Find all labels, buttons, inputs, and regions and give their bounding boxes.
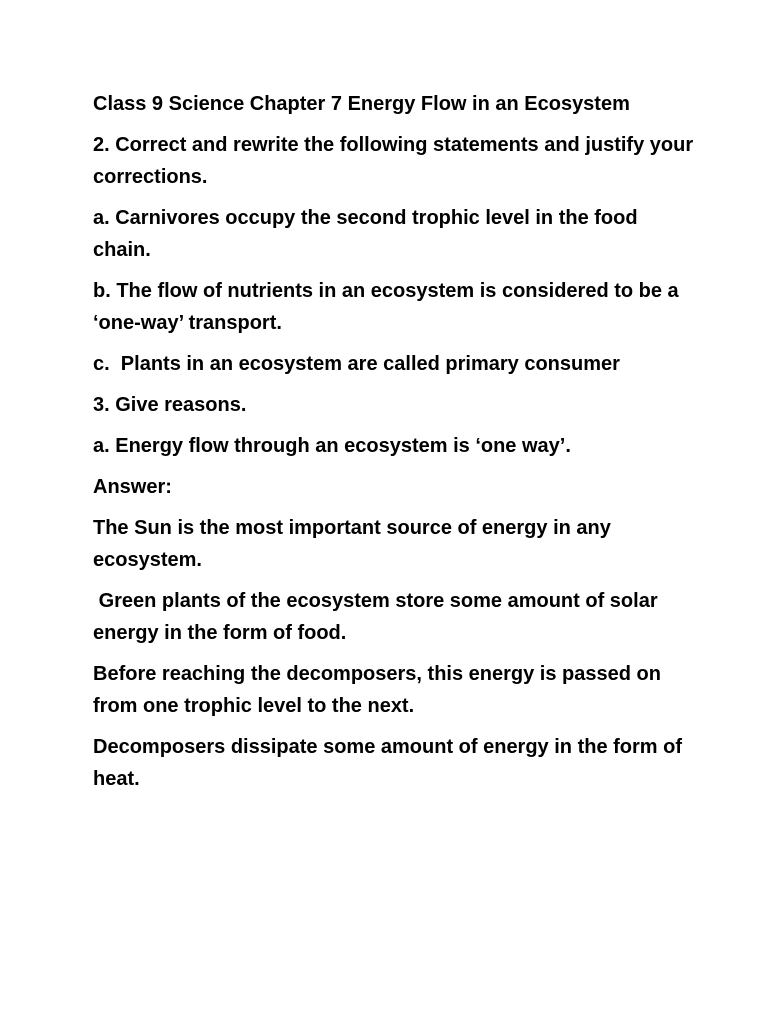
question-2b: b. The flow of nutrients in an ecosystem is considered to be a ‘one-way’ transport. — [93, 280, 685, 334]
question-3a: a. Energy flow through an ecosystem is ‘one way’. — [93, 435, 571, 457]
document-title: Class 9 Science Chapter 7 Energy Flow in an Ecosystem — [93, 93, 630, 115]
answer-paragraph-3: Before reaching the decomposers, this energy is passed on from one trophic level to the next. — [93, 663, 667, 717]
answer-paragraph-2: Green plants of the ecosystem store some amount of solar energy in the form of food. — [93, 590, 664, 644]
question-2c: c. Plants in an ecosystem are called primary consumer — [93, 353, 620, 375]
question-2a: a. Carnivores occupy the second trophic level in the food chain. — [93, 207, 644, 261]
answer-paragraph-1: The Sun is the most important source of energy in any ecosystem. — [93, 517, 617, 571]
answer-paragraph-4: Decomposers dissipate some amount of energy in the form of heat. — [93, 736, 688, 790]
answer-label: Answer: — [93, 476, 172, 498]
question-3-heading: 3. Give reasons. — [93, 394, 247, 416]
question-2-heading: 2. Correct and rewrite the following statements and justify your corrections. — [93, 134, 699, 188]
